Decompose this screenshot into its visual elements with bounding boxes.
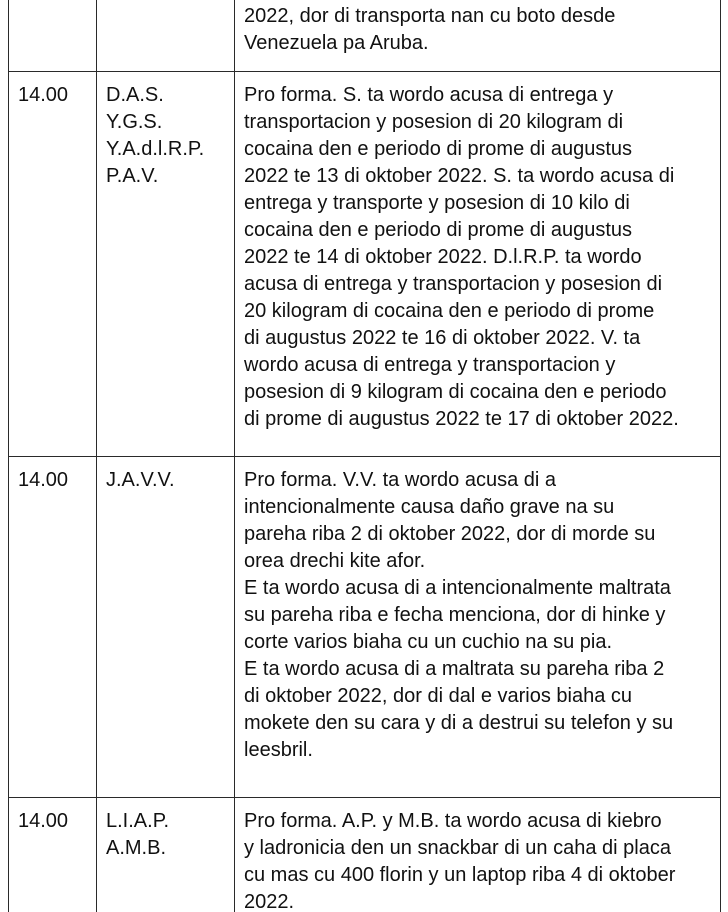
table-row xyxy=(9,457,721,798)
description-line: di prome di augustus 2022 te 17 di oktober 2022. xyxy=(244,408,679,430)
description-line: acusa di entrega y transportacion y posesion di xyxy=(244,273,663,295)
description-cell xyxy=(235,798,721,912)
defendant-initials: Y.A.d.l.R.P. xyxy=(106,138,205,160)
description-line: di oktober 2022, dor di dal e varios biaha cu xyxy=(244,685,633,707)
description-line: 20 kilogram di cocaina den e periodo di prome xyxy=(244,300,655,322)
description-line: 2022 te 14 di oktober 2022. D.l.R.P. ta wordo xyxy=(244,246,642,268)
description-line: Venezuela pa Aruba. xyxy=(244,32,429,54)
time-cell: 14.00 xyxy=(9,72,97,457)
names-cell xyxy=(97,457,235,798)
description-line: 2022, dor di transporta nan cu boto desde xyxy=(244,5,616,27)
description-line: su pareha riba e fecha menciona, dor di hinke y xyxy=(244,604,666,626)
description-line: 2022. xyxy=(244,891,295,912)
table-row xyxy=(9,72,721,457)
description-line: cocaina den e periodo di prome di augustus xyxy=(244,219,633,241)
court-schedule-table xyxy=(8,0,721,912)
description-line: entrega y transporte y posesion di 10 kilo di xyxy=(244,192,630,214)
defendant-initials: J.A.V.V. xyxy=(106,469,175,491)
defendant-initials: D.A.S. xyxy=(106,84,164,106)
description-line: Pro forma. A.P. y M.B. ta wordo acusa di kiebro xyxy=(244,810,662,832)
time-cell xyxy=(9,0,97,72)
defendant-initials: Y.G.S. xyxy=(106,111,163,133)
description-line: intencionalmente causa daño grave na su xyxy=(244,496,615,518)
description-line: wordo acusa di entrega y transportacion y xyxy=(244,354,616,376)
description-line: leesbril. xyxy=(244,739,313,761)
table-row xyxy=(9,0,721,72)
description-line: E ta wordo acusa di a intencionalmente maltrata xyxy=(244,577,671,599)
description-line: corte varios biaha cu un cuchio na su pia. xyxy=(244,631,612,653)
description-line: 2022 te 13 di oktober 2022. S. ta wordo acusa di xyxy=(244,165,675,187)
names-cell xyxy=(97,798,235,912)
description-cell xyxy=(235,457,721,798)
description-cell xyxy=(235,72,721,457)
table-row xyxy=(9,798,721,912)
description-line: y ladronicia den un snackbar di un caha di placa xyxy=(244,837,671,859)
defendant-initials: L.I.A.P. xyxy=(106,810,170,832)
description-line: mokete den su cara y di a destrui su telefon y su xyxy=(244,712,674,734)
defendant-initials: P.A.V. xyxy=(106,165,159,187)
time-cell: 14.00 xyxy=(9,798,97,912)
description-line: E ta wordo acusa di a maltrata su pareha riba 2 xyxy=(244,658,665,680)
description-line: di augustus 2022 te 16 di oktober 2022. V. ta xyxy=(244,327,641,349)
defendant-initials: A.M.B. xyxy=(106,837,167,859)
description-line: orea drechi kite afor. xyxy=(244,550,426,572)
description-line: Pro forma. V.V. ta wordo acusa di a xyxy=(244,469,557,491)
description-line: posesion di 9 kilogram di cocaina den e periodo xyxy=(244,381,667,403)
names-cell xyxy=(97,0,235,72)
description-line: Pro forma. S. ta wordo acusa di entrega y xyxy=(244,84,614,106)
description-line: cu mas cu 400 florin y un laptop riba 4 di oktober xyxy=(244,864,676,886)
description-line: cocaina den e periodo di prome di augustus xyxy=(244,138,633,160)
description-cell xyxy=(235,0,721,72)
names-cell xyxy=(97,72,235,457)
description-line: pareha riba 2 di oktober 2022, dor di morde su xyxy=(244,523,656,545)
time-cell: 14.00 xyxy=(9,457,97,798)
description-line: transportacion y posesion di 20 kilogram di xyxy=(244,111,624,133)
